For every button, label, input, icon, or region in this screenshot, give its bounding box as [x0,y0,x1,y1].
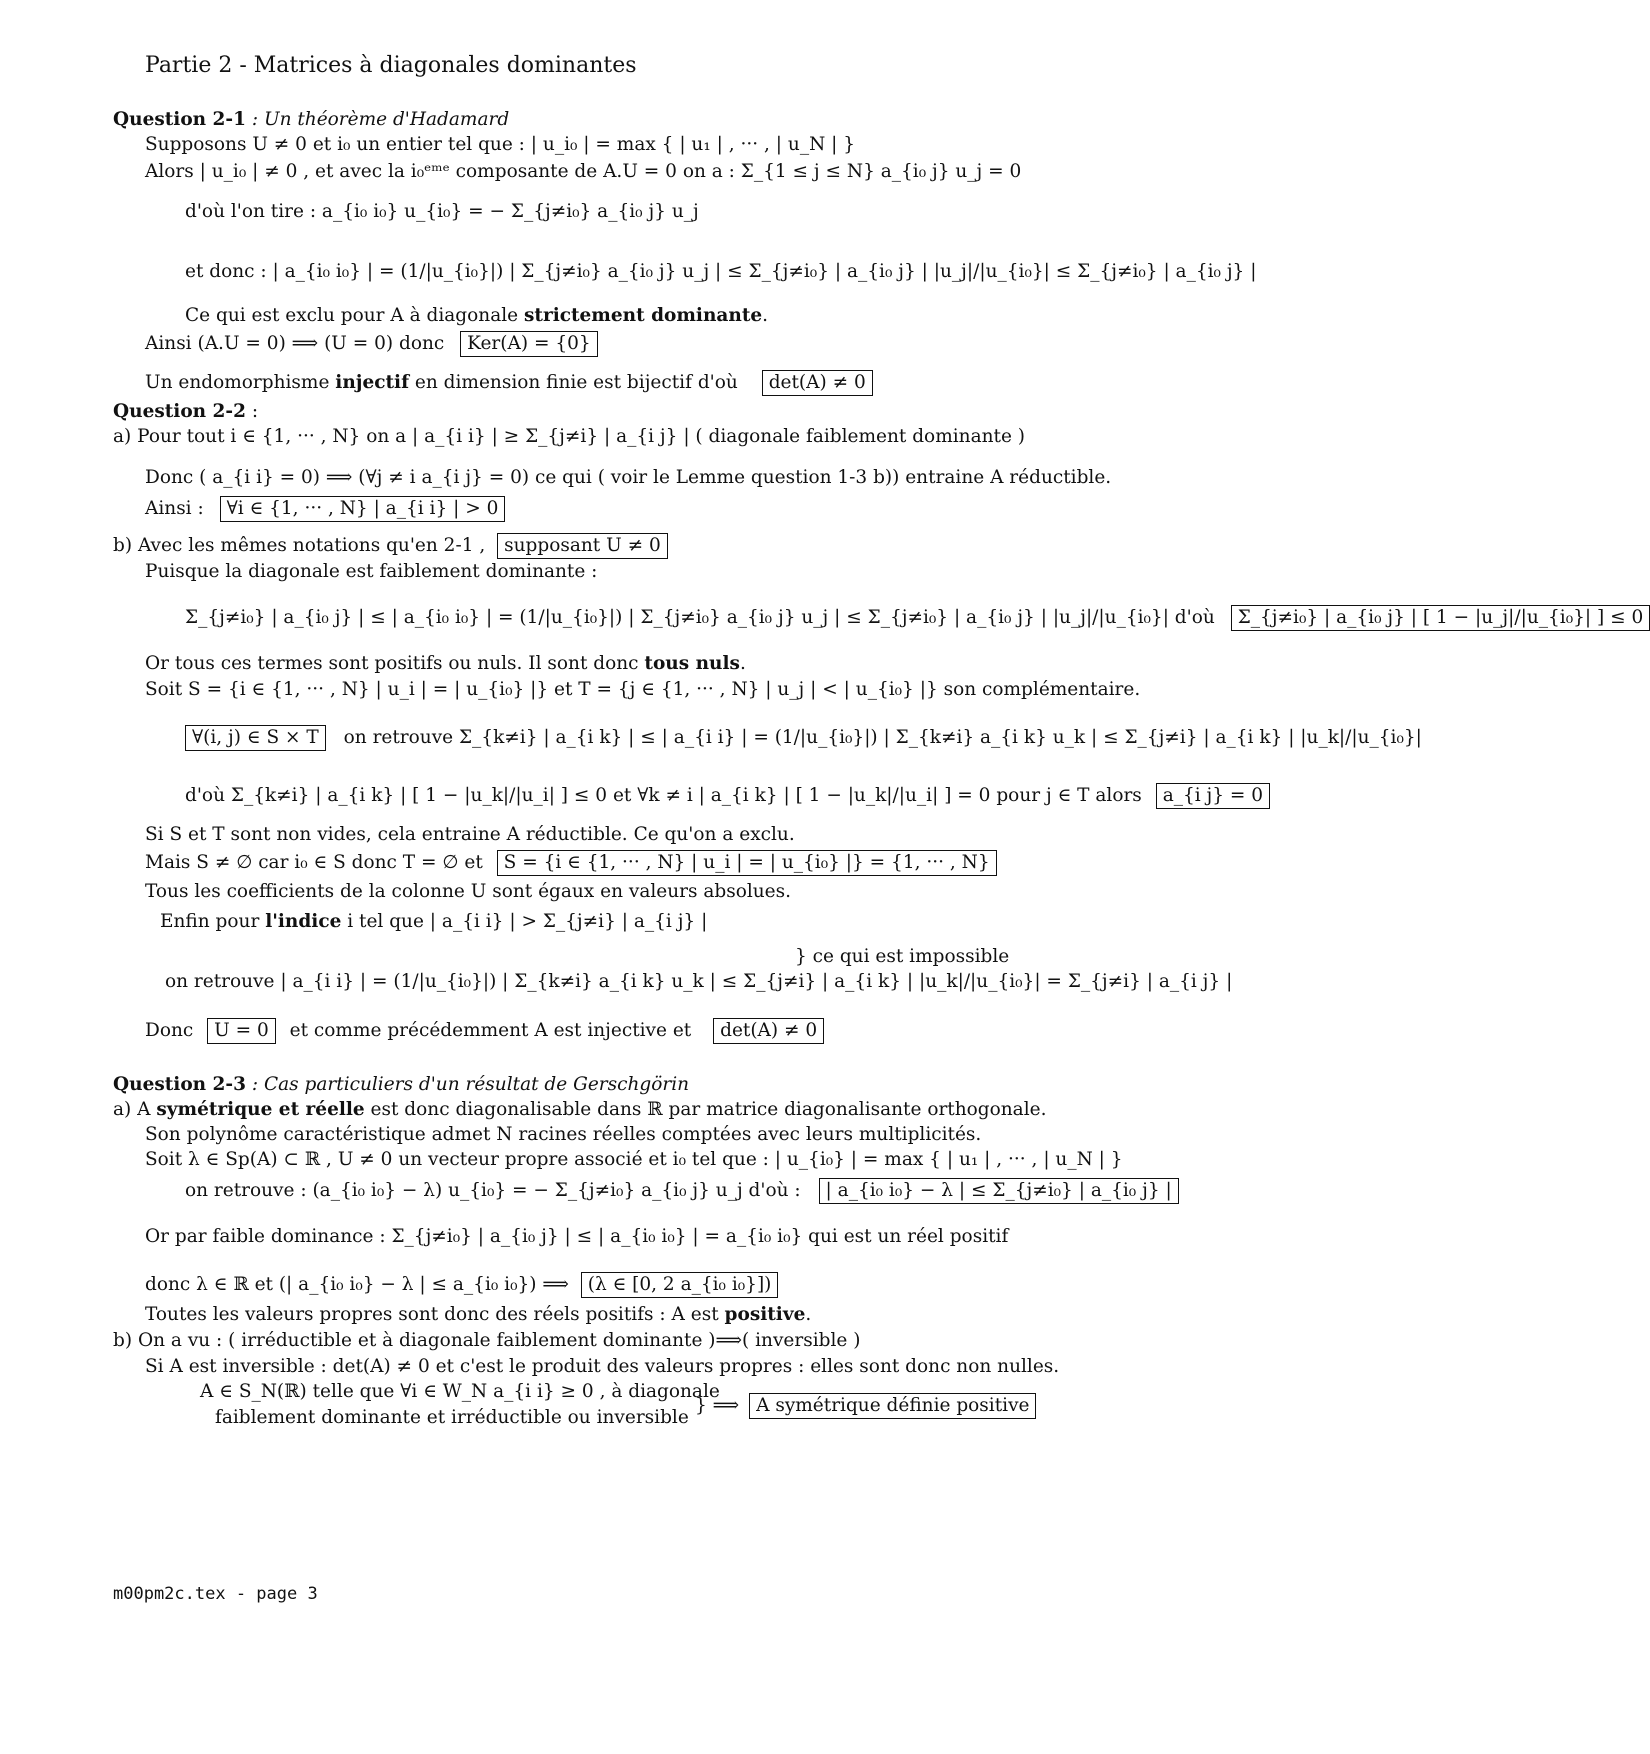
boxed-result: Ker(A) = {0} [460,331,597,357]
text-line: Tous les coefficients de la colonne U sont égaux en valeurs absolues. [145,881,792,902]
text-line: Son polynôme caractéristique admet N racines réelles comptées avec leurs multiplicités. [145,1124,982,1145]
text-line: Si A est inversible : det(A) ≠ 0 et c'est le produit des valeurs propres : elles sont donc non nulles. [145,1356,1060,1377]
text-line: Ainsi : ∀i ∈ {1, ··· , N} | a_{i i} | > 0 [145,496,505,522]
boxed-result: A symétrique définie positive [749,1393,1036,1419]
question-2-1-heading [113,108,509,132]
text-line: b) On a vu : ( irréductible et à diagonale faiblement dominante )⟹( inversible ) [113,1330,861,1351]
boxed-result: (λ ∈ [0, 2 a_{i₀ i₀}]) [581,1272,779,1298]
text-line: faiblement dominante et irréductible ou inversible [215,1407,689,1428]
boxed-condition: ∀(i, j) ∈ S × T [185,725,326,751]
text-line: Ce qui est exclu pour A à diagonale strictement dominante. [185,305,769,326]
text-line: Or par faible dominance : Σ_{j≠i₀} | a_{i₀ j} | ≤ | a_{i₀ i₀} | = a_{i₀ i₀} qui est un réel positif [145,1226,1009,1247]
boxed-result: | a_{i₀ i₀} − λ | ≤ Σ_{j≠i₀} | a_{i₀ j} | [819,1178,1179,1204]
text-line: Mais S ≠ ∅ car i₀ ∈ S donc T = ∅ et S = {i ∈ {1, ··· , N} | u_i | = | u_{i₀} |} = {1, ··· , N} [145,850,997,876]
question-label: Question 2-1 [113,109,246,130]
question-label: Question 2-2 [113,401,246,422]
text-line: a) A symétrique et réelle est donc diagonalisable dans ℝ par matrice diagonalisante orthogonale. [113,1099,1047,1120]
boxed-result: det(A) ≠ 0 [713,1018,824,1044]
implication-arrow: } ⟹ A symétrique définie positive [695,1393,1036,1419]
question-subtitle: : Un théorème d'Hadamard [245,109,510,130]
question-label: Question 2-3 [113,1074,246,1095]
text-line: Puisque la diagonale est faiblement dominante : [145,561,598,582]
page-footer: m00pm2c.tex - page 3 [113,1584,318,1604]
text-line: Si S et T sont non vides, cela entraine A réductible. Ce qu'on a exclu. [145,824,795,845]
text-line: donc λ ∈ ℝ et (| a_{i₀ i₀} − λ | ≤ a_{i₀ i₀}) ⟹ (λ ∈ [0, 2 a_{i₀ i₀}]) [145,1272,778,1298]
text-line: A ∈ S_N(ℝ) telle que ∀i ∈ W_N a_{i i} ≥ 0 , à diagonale [200,1381,720,1402]
boxed-result: det(A) ≠ 0 [762,370,873,396]
boxed-result: S = {i ∈ {1, ··· , N} | u_i | = | u_{i₀} |} = {1, ··· , N} [497,850,997,876]
equation-line: ∀(i, j) ∈ S × T on retrouve Σ_{k≠i} | a_{i k} | ≤ | a_{i i} | = (1/|u_{i₀}|) | Σ_{k≠i} a_{i k} u_k | ≤ Σ_{j≠i} | a_{i k} | |u_k|/|u_{i₀}| [185,725,1422,751]
boxed-result: supposant U ≠ 0 [497,533,668,559]
brace-note: } ce qui est impossible [795,946,1010,967]
text-line: Un endomorphisme injectif en dimension finie est bijectif d'où det(A) ≠ 0 [145,370,873,396]
page-title: Partie 2 - Matrices à diagonales dominantes [145,53,637,78]
boxed-result: Σ_{j≠i₀} | a_{i₀ j} | [ 1 − |u_j|/|u_{i₀}| ] ≤ 0 [1231,605,1650,631]
text-line: Or tous ces termes sont positifs ou nuls. Il sont donc tous nuls. [145,653,746,674]
equation-line: on retrouve | a_{i i} | = (1/|u_{i₀}|) | Σ_{k≠i} a_{i k} u_k | ≤ Σ_{j≠i} | a_{i k} | |u_k|/|u_{i₀}| = Σ_{j≠i} | a_{i j} | [165,971,1233,992]
text-line: b) Avec les mêmes notations qu'en 2-1 , supposant U ≠ 0 [113,533,668,559]
text-line: Toutes les valeurs propres sont donc des réels positifs : A est positive. [145,1304,812,1325]
text-line: Ainsi (A.U = 0) ⟹ (U = 0) donc Ker(A) = {0} [145,331,598,357]
text-line: Supposons U ≠ 0 et i₀ un entier tel que : | u_i₀ | = max { | u₁ | , ··· , | u_N | } [145,134,856,155]
equation-line: Σ_{j≠i₀} | a_{i₀ j} | ≤ | a_{i₀ i₀} | = (1/|u_{i₀}|) | Σ_{j≠i₀} a_{i₀ j} u_j | ≤ Σ_{j≠i₀} | a_{i₀ j} | |u_j|/|u_{i₀}| d'où Σ_{j≠i₀} | a_{i₀ j} | [ 1 − |u_j|/|u_{i₀}| ] ≤ 0 [185,605,1650,631]
text-line: Soit S = {i ∈ {1, ··· , N} | u_i | = | u_{i₀} |} et T = {j ∈ {1, ··· , N} | u_j | < | u_{i₀} |} son complémentaire. [145,679,1141,700]
question-2-3-heading [113,1073,689,1097]
equation-line: et donc : | a_{i₀ i₀} | = (1/|u_{i₀}|) | Σ_{j≠i₀} a_{i₀ j} u_j | ≤ Σ_{j≠i₀} | a_{i₀ j} | |u_j|/|u_{i₀}| ≤ Σ_{j≠i₀} | a_{i₀ j} | [185,261,1257,282]
equation-line: d'où l'on tire : a_{i₀ i₀} u_{i₀} = − Σ_{j≠i₀} a_{i₀ j} u_j [185,201,699,222]
equation-line: d'où Σ_{k≠i} | a_{i k} | [ 1 − |u_k|/|u_i| ] ≤ 0 et ∀k ≠ i | a_{i k} | [ 1 − |u_k|/|u_i| ] = 0 pour j ∈ T alors a_{i j} = 0 [185,783,1270,809]
boxed-result: ∀i ∈ {1, ··· , N} | a_{i i} | > 0 [220,496,506,522]
text-line: Donc U = 0 et comme précédemment A est injective et det(A) ≠ 0 [145,1018,824,1044]
boxed-result: a_{i j} = 0 [1156,783,1270,809]
boxed-result: U = 0 [207,1018,276,1044]
question-subtitle: : Cas particuliers d'un résultat de Gerschgörin [245,1074,690,1095]
question-2-2-heading: Question 2-2 : [113,401,259,422]
text-line: Soit λ ∈ Sp(A) ⊂ ℝ , U ≠ 0 un vecteur propre associé et i₀ tel que : | u_{i₀} | = max { | u₁ | , ··· , | u_N | } [145,1149,1123,1170]
text-line: Alors | u_i₀ | ≠ 0 , et avec la i₀ᵉᵐᵉ composante de A.U = 0 on a : Σ_{1 ≤ j ≤ N} a_{i₀ j} u_j = 0 [145,161,1022,182]
text-line: a) Pour tout i ∈ {1, ··· , N} on a | a_{i i} | ≥ Σ_{j≠i} | a_{i j} | ( diagonale faiblement dominante ) [113,426,1025,447]
text-line: Donc ( a_{i i} = 0) ⟹ (∀j ≠ i a_{i j} = 0) ce qui ( voir le Lemme question 1-3 b)) entraine A réductible. [145,467,1112,488]
equation-line: on retrouve : (a_{i₀ i₀} − λ) u_{i₀} = − Σ_{j≠i₀} a_{i₀ j} u_j d'où : | a_{i₀ i₀} − λ | ≤ Σ_{j≠i₀} | a_{i₀ j} | [185,1178,1179,1204]
text-line: Enfin pour l'indice i tel que | a_{i i} | > Σ_{j≠i} | a_{i j} | [160,911,708,932]
